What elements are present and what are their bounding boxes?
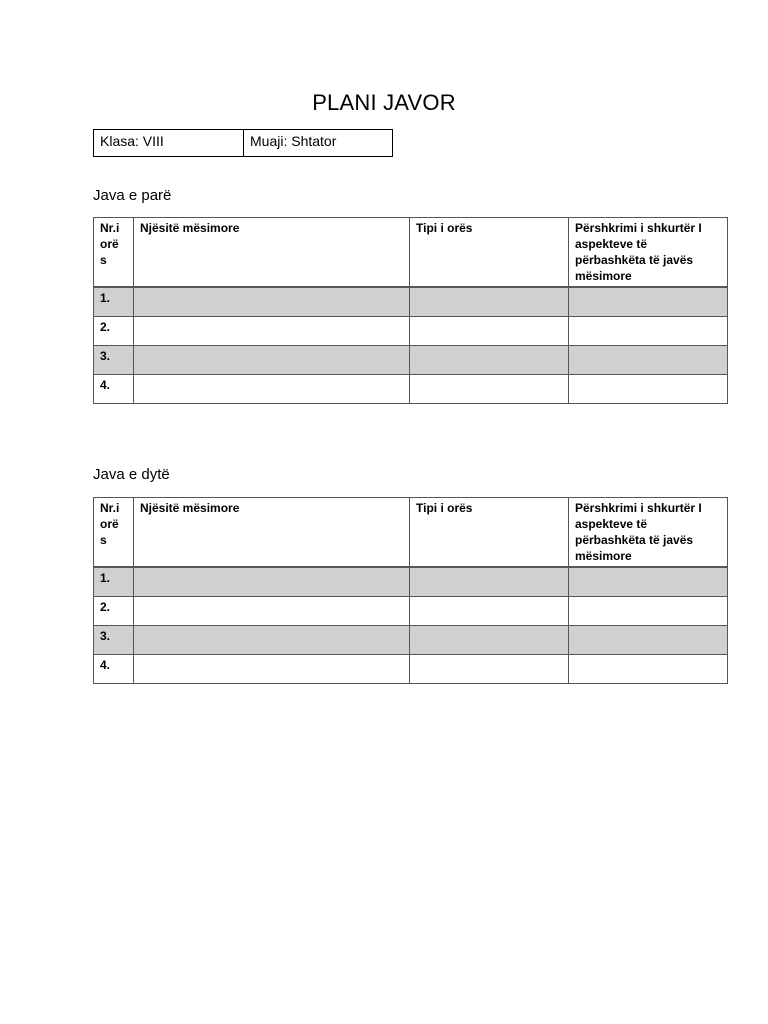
week-1-heading: Java e parë — [93, 187, 172, 204]
class-cell: Klasa: VIII — [94, 130, 244, 157]
row-description[interactable] — [569, 654, 728, 683]
row-description[interactable] — [569, 316, 728, 345]
row-type[interactable] — [410, 316, 569, 345]
header-unit: Njësitë mësimore — [134, 498, 410, 568]
row-description[interactable] — [569, 596, 728, 625]
class-info-row — [94, 130, 393, 157]
table-row — [94, 374, 728, 403]
row-type[interactable] — [410, 596, 569, 625]
table-row — [94, 596, 728, 625]
table-row — [94, 345, 728, 374]
row-type[interactable] — [410, 374, 569, 403]
table-row — [94, 316, 728, 345]
row-unit[interactable] — [134, 316, 410, 345]
row-type[interactable] — [410, 625, 569, 654]
header-unit: Njësitë mësimore — [134, 218, 410, 288]
row-type[interactable] — [410, 654, 569, 683]
page-title: PLANI JAVOR — [312, 90, 456, 115]
row-description[interactable] — [569, 567, 728, 596]
row-unit[interactable] — [134, 625, 410, 654]
table-row — [94, 567, 728, 596]
row-description[interactable] — [569, 345, 728, 374]
row-type[interactable] — [410, 567, 569, 596]
row-unit[interactable] — [134, 654, 410, 683]
header-description: Përshkrimi i shkurtër I aspekteve të përbashkëta të javës mësimore — [569, 218, 728, 288]
class-info-table — [93, 129, 393, 157]
table-header-row — [94, 218, 728, 288]
header-type: Tipi i orës — [410, 218, 569, 288]
row-unit[interactable] — [134, 287, 410, 316]
table-row — [94, 654, 728, 683]
row-nr: 3. — [94, 625, 134, 654]
row-nr: 2. — [94, 596, 134, 625]
row-type[interactable] — [410, 287, 569, 316]
row-nr: 4. — [94, 374, 134, 403]
header-type: Tipi i orës — [410, 498, 569, 568]
table-row — [94, 287, 728, 316]
row-unit[interactable] — [134, 345, 410, 374]
row-description[interactable] — [569, 374, 728, 403]
week-2-heading: Java e dytë — [93, 466, 170, 483]
table-row — [94, 625, 728, 654]
row-nr: 3. — [94, 345, 134, 374]
row-unit[interactable] — [134, 567, 410, 596]
row-unit[interactable] — [134, 596, 410, 625]
row-nr: 1. — [94, 287, 134, 316]
header-description: Përshkrimi i shkurtër I aspekteve të përbashkëta të javës mësimore — [569, 498, 728, 568]
row-unit[interactable] — [134, 374, 410, 403]
row-type[interactable] — [410, 345, 569, 374]
row-nr: 1. — [94, 567, 134, 596]
row-description[interactable] — [569, 625, 728, 654]
month-cell: Muaji: Shtator — [244, 130, 393, 157]
row-nr: 2. — [94, 316, 134, 345]
row-description[interactable] — [569, 287, 728, 316]
header-nr: Nr.i orë s — [94, 498, 134, 568]
table-header-row — [94, 498, 728, 568]
week-1-table — [93, 217, 728, 404]
row-nr: 4. — [94, 654, 134, 683]
header-nr: Nr.i orë s — [94, 218, 134, 288]
week-2-table — [93, 497, 728, 684]
